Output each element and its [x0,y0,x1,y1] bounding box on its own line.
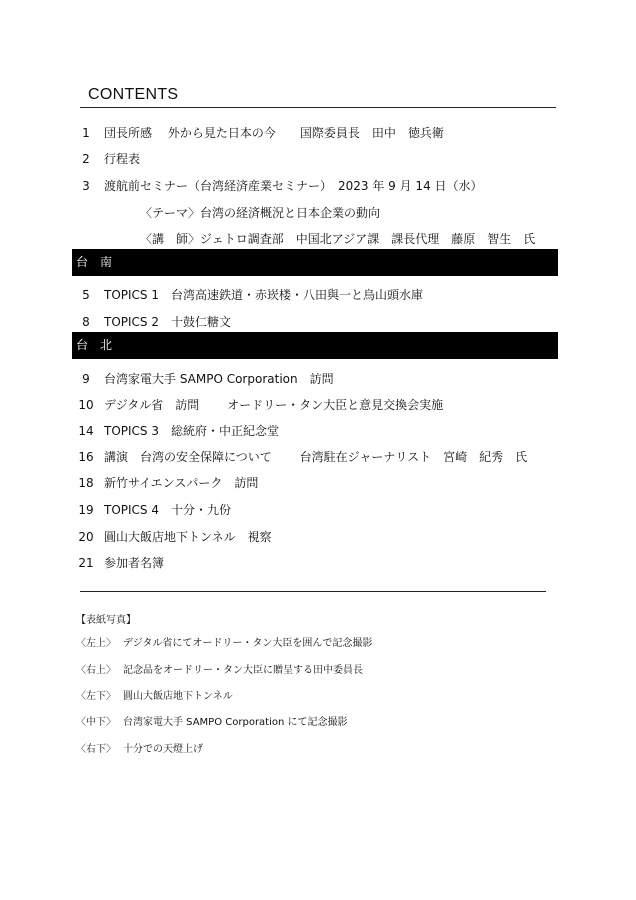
photo-caption: 台湾家電大手 SAMPO Corporation にて記念撮影 [123,717,348,728]
photo-caption: デジタル省にてオードリー・タン大臣を囲んで記念撮影 [123,638,373,649]
entry-title: 団長所感 外から見た日本の今 国際委員長 田中 徳兵衛 [104,126,444,140]
entry-title: 参加者名簿 [104,556,165,570]
entry-page: 9 [82,372,90,386]
entry-page: 8 [82,315,90,329]
entry-title: デジタル省 訪問 オードリー・タン大臣と意見交換会実施 [104,398,444,412]
photo-position: 〈左下〉 [76,691,116,702]
entry-page: 16 [78,450,94,464]
cover-photo-heading: 【表紙写真】 [76,615,136,626]
entry-title: 講演 台湾の安全保障について 台湾駐在ジャーナリスト 宮崎 紀秀 氏 [104,450,528,464]
divider-rule [80,591,546,592]
entry-page: 2 [82,152,90,166]
entry-page: 5 [82,288,90,302]
photo-caption: 十分での天燈上げ [123,744,203,755]
entry-page: 3 [82,179,90,193]
photo-position: 〈中下〉 [76,717,116,728]
entry-title: TOPICS 3 総統府・中正紀念堂 [104,424,279,438]
heading-rule [80,107,556,108]
photo-caption: 記念品をオードリー・タン大臣に贈呈する田中委員長 [123,665,363,676]
photo-position: 〈左上〉 [76,638,116,649]
entry-title: TOPICS 2 十鼓仁糖文 [104,315,231,329]
photo-caption: 圓山大飯店地下トンネル [123,691,233,702]
entry-title: TOPICS 4 十分・九份 [104,503,231,517]
entry-page: 14 [78,424,94,438]
section-title: 台北 [76,338,125,352]
entry-page: 19 [78,503,94,517]
entry-title: 台湾家電大手 SAMPO Corporation 訪問 [104,372,334,386]
photo-position: 〈右上〉 [76,665,116,676]
entry-page: 21 [78,556,94,570]
entry-page: 18 [78,476,94,490]
seminar-lecturer: 〈講 師〉ジェトロ調査部 中国北アジア課 課長代理 藤原 智生 氏 [140,232,536,246]
entry-title: 圓山大飯店地下トンネル 視察 [104,530,272,544]
entry-title: TOPICS 1 台湾高速鉄道・赤崁楼・八田與一と烏山頭水庫 [104,288,423,302]
entry-page: 20 [78,530,94,544]
section-bar-tainan [72,249,558,276]
section-title: 台南 [76,255,125,269]
entry-page: 10 [78,398,94,412]
section-bar-taipei [72,332,558,359]
entry-title: 新竹サイエンスパーク 訪問 [104,476,259,490]
contents-heading: CONTENTS [88,86,179,103]
entry-page: 1 [82,126,90,140]
photo-position: 〈右下〉 [76,744,116,755]
seminar-theme: 〈テーマ〉台湾の経済概況と日本企業の動向 [140,206,381,220]
entry-title: 行程表 [104,152,141,166]
entry-title: 渡航前セミナー（台湾経済産業セミナー） 2023 年 9 月 14 日（水） [104,179,483,193]
